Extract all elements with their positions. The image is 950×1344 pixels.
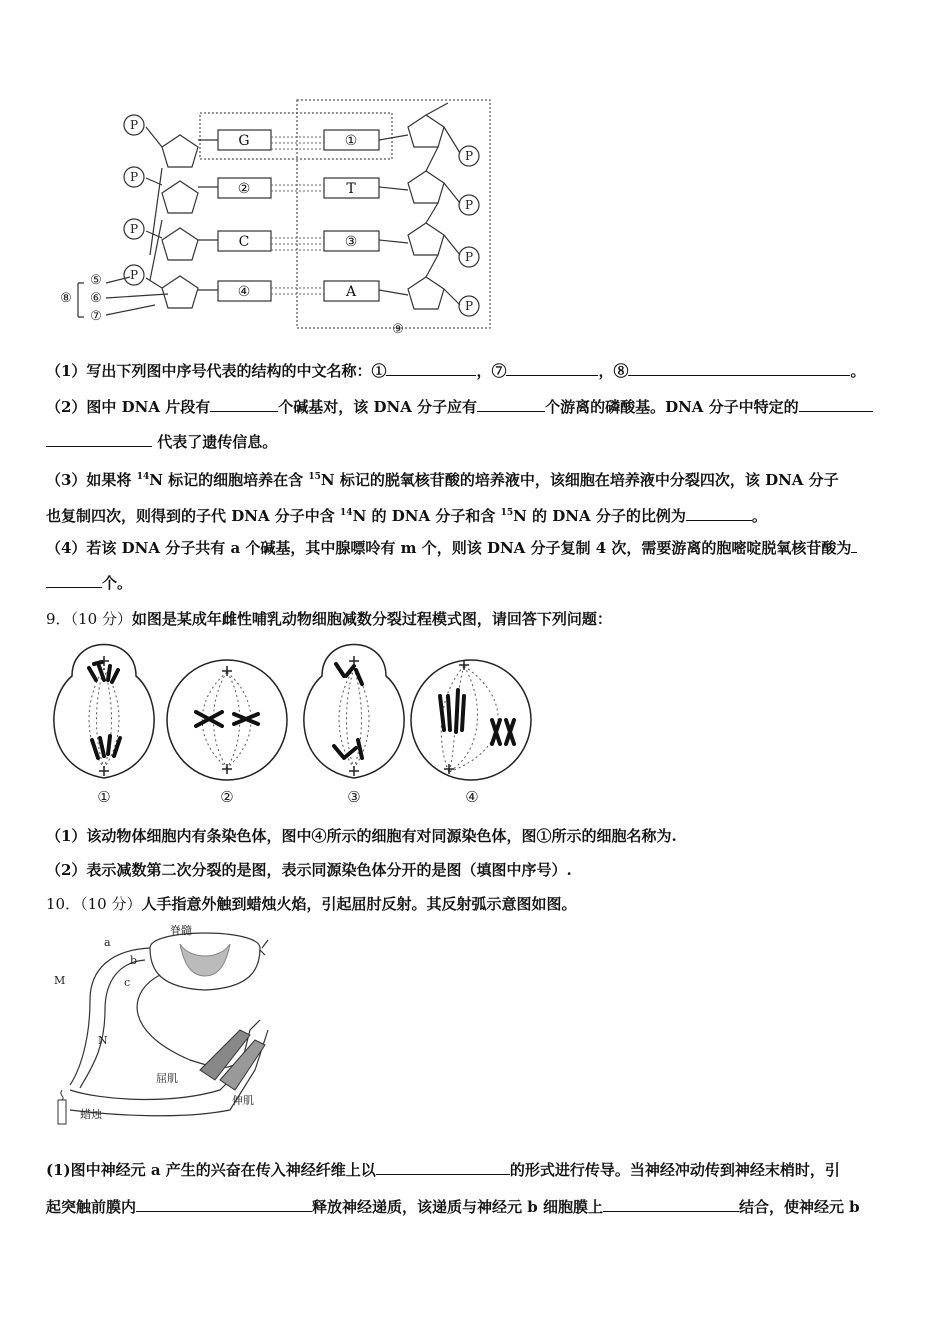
q10-part1-line2: 起突触前膜内 释放神经递质，该递质与神经元 b 细胞膜上 结合，使神经元 b bbox=[46, 1198, 860, 1216]
label-m: M bbox=[54, 974, 66, 987]
phosphate-label: P bbox=[464, 198, 474, 212]
phosphate-label: P bbox=[464, 149, 474, 163]
label-c: c bbox=[124, 976, 131, 989]
phosphate-label: P bbox=[129, 170, 139, 184]
answer-blank[interactable] bbox=[46, 432, 152, 447]
label-b: b bbox=[130, 954, 138, 967]
reflex-arc-figure bbox=[50, 920, 280, 1130]
label-spinal-cord: 脊髓 bbox=[170, 924, 192, 937]
dna-structure-figure bbox=[50, 95, 500, 340]
part-label-9: ⑨ bbox=[392, 322, 404, 337]
q9-part2: （2）表示减数第二次分裂的是图，表示同源染色体分开的是图（填图中序号）. bbox=[46, 861, 572, 879]
left-base-label: ② bbox=[237, 181, 251, 197]
left-base-label: G bbox=[238, 133, 250, 149]
cell-label: ② bbox=[220, 788, 234, 806]
cell-label: ① bbox=[97, 788, 111, 806]
part-label-6: ⑥ bbox=[90, 291, 102, 306]
q10-stem: 10．（10 分）人手指意外触到蜡烛火焰，引起屈肘反射。其反射弧示意图如图。 bbox=[46, 895, 577, 913]
answer-blank[interactable] bbox=[603, 1197, 739, 1212]
left-base-label: C bbox=[238, 234, 250, 250]
answer-blank[interactable] bbox=[136, 1197, 312, 1212]
answer-blank[interactable] bbox=[851, 538, 857, 553]
q8-part1: （1）写出下列图中序号代表的结构的中文名称：① ，⑦ ，⑧ 。 bbox=[46, 362, 866, 380]
label-candle: 蜡烛 bbox=[80, 1108, 102, 1121]
label-n: N bbox=[98, 1034, 108, 1047]
answer-blank[interactable] bbox=[46, 573, 102, 588]
q8-part2-line1: （2）图中 DNA 片段有 个碱基对，该 DNA 分子应有 个游离的磷酸基。DNA 分子中特定的 bbox=[46, 397, 873, 417]
right-base-label: ③ bbox=[344, 234, 358, 250]
phosphate-label: P bbox=[129, 268, 139, 282]
label-a: a bbox=[104, 936, 111, 949]
part-label-5: ⑤ bbox=[90, 273, 102, 288]
right-base-label: ① bbox=[344, 133, 358, 149]
q9-part1: （1）该动物体细胞内有条染色体，图中④所示的细胞有对同源染色体，图①所示的细胞名称为. bbox=[46, 827, 677, 845]
phosphate-label: P bbox=[129, 118, 139, 132]
right-base-label: T bbox=[346, 181, 356, 197]
answer-blank[interactable] bbox=[386, 361, 476, 376]
label-extensor: 伸肌 bbox=[232, 1094, 254, 1107]
q9-stem: 9．（10 分）如图是某成年雌性哺乳动物细胞减数分裂过程模式图，请回答下列问题： bbox=[46, 610, 612, 628]
answer-blank[interactable] bbox=[628, 361, 850, 376]
q8-part3-line2: 也复制四次，则得到的子代 DNA 分子中含 $^{14}$N 的 DNA 分子和含 $^{15}$N 的 DNA 分子的比例为 。 bbox=[46, 507, 767, 525]
phosphate-label: P bbox=[129, 222, 139, 236]
right-base-label: A bbox=[345, 284, 357, 300]
q8-part2-line2: 代表了遗传信息。 bbox=[46, 432, 277, 452]
q8-part4-line1: （4）若该 DNA 分子共有 a 个碱基，其中腺嘌呤有 m 个，则该 DNA 分子复制 4 次，需要游离的胞嘧啶脱氧核苷酸为 bbox=[46, 538, 857, 558]
left-base-label: ④ bbox=[237, 284, 251, 300]
answer-blank[interactable] bbox=[477, 397, 545, 412]
answer-blank[interactable] bbox=[799, 397, 873, 412]
q10-part1-line1: (1)图中神经元 a 产生的兴奋在传入神经纤维上以 的形式进行传导。当神经冲动传到神经末梢时，引 bbox=[46, 1161, 840, 1179]
answer-blank[interactable] bbox=[210, 397, 278, 412]
part-label-7: ⑦ bbox=[90, 309, 102, 324]
part-label-8: ⑧ bbox=[60, 291, 72, 306]
meiosis-cells-figure bbox=[44, 640, 544, 810]
q8-part3-line1: （3）如果将 $^{14}$N 标记的细胞培养在含 $^{15}$N 标记的脱氧核苷酸的培养液中，该细胞在培养液中分裂四次，该 DNA 分子 bbox=[46, 471, 839, 489]
phosphate-label: P bbox=[464, 299, 474, 313]
answer-blank[interactable] bbox=[506, 361, 598, 376]
cell-label: ④ bbox=[465, 788, 479, 806]
q8-part4-line2: 个。 bbox=[46, 573, 132, 593]
answer-blank[interactable] bbox=[686, 506, 752, 521]
cell-label: ③ bbox=[347, 788, 361, 806]
answer-blank[interactable] bbox=[376, 1160, 510, 1175]
label-flexor: 屈肌 bbox=[156, 1072, 178, 1085]
phosphate-label: P bbox=[464, 250, 474, 264]
